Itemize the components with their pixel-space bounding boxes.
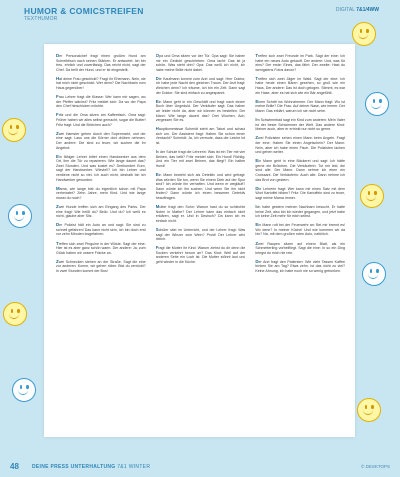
smiley-icon — [365, 92, 389, 116]
page-header — [24, 6, 379, 26]
smiley-icon — [2, 118, 26, 142]
joke-paragraph: Mutter fragt den Sohn: Warum hast du so schlechte Noten in Mathe? Der Lehrer kann das einfach nicht erklären, sagt er. Und in Deutsch? Da kann ich es einfach nicht. — [155, 204, 246, 223]
joke-paragraph: Zwei Polizisten sehen einen Mann beim Angeln. Fragt der eine: Haben Sie einen Angelschein? Der Mann: Nein, aber ich habe einen Fisch. Die Polizisten lachen und gehen weiter. — [255, 135, 346, 155]
joke-paragraph: Die Lehrerin fragt: Wer kann mir einen Satz mit dem Wort Kartoffel bilden? Fritz: Die Kartoffeln sind zu teuer, sagt meine Mama immer. — [255, 185, 346, 200]
joke-paragraph: Ein Mann bewirbt sich als Detektiv und wird gefragt: Was würden Sie tun, wenn Sie einem Dieb auf der Spur sind? Ich würde ihn verhaften. Und wenn er wegläuft? Dann würde ich ihn suchen. Und wenn Sie ihn nicht finden? Dann würde ich einen besseren Detektiv beauftragen. — [155, 171, 246, 200]
publication-title: DEINE PRESS UNTERHALTUNG — [32, 464, 116, 470]
joke-paragraph: Der Arzt fragt den Patienten: Wie viele Tassen Kaffee trinken Sie am Tag? Etwa zehn. Ist das nicht zu viel? Keine Ahnung, ich habe noch nie so wenig getrunken. — [255, 258, 346, 273]
joke-paragraph: Frau Lehrer fragt die Klasse: Wer kann mir sagen, wo der Pfeffer wächst? Fritz meldet sich: Da wo der Papa den Chef hinschicken möchte. — [56, 94, 146, 109]
joke-paragraph: Ein Mann ruft bei der Feuerwehr an: Bei mir brennt es! Wo denn? In meiner Küche! Und wie kommen wir da hin? Na, mit dem großen roten Auto, natürlich. — [255, 222, 346, 237]
smiley-icon — [352, 22, 376, 46]
joke-paragraph: Ich habe gestern meinen Nachbarn besucht. Er hatte keine Zeit, also bin ich wieder gegangen, und jetzt habe ich keine Zeit mehr für mich selbst. — [255, 203, 346, 219]
publication-name — [32, 464, 150, 470]
smiley-icon — [362, 262, 386, 286]
joke-paragraph: Schüler sitzt im Unterricht, und der Lehrer fragt: Was sagt der Winzer zum Wein? Prost! Der Lehrer wird bleich. — [155, 226, 246, 242]
page-footer — [10, 463, 390, 473]
joke-paragraph: Treffen sich zwei Freunde im Park. Sagt der eine: Ich habe ein neues Auto gekauft. Der andere: Und, was für eins? Der erste: Eines, das fährt. Der zweite: Hast du wenigstens Fotos davon? — [255, 54, 346, 72]
joke-paragraph: Zwei Raupen sitzen auf einem Blatt, als ein Schmetterling vorbeifliegt. Sagt die eine: In so ein Ding kriegst du mich nie rein. — [255, 240, 346, 255]
joke-paragraph: Treffen sich zwei Pinguine in der Wüste. Sagt der eine: Hier ist es aber ganz schön warm. Der andere: Ja, zum Glück haben wir unsere Fräcke an. — [56, 240, 146, 255]
text-column-1 — [56, 54, 146, 427]
smiley-icon — [8, 204, 32, 228]
joke-paragraph: Hauptkommissar Schmidt steht am Tatort und schaut sich um. Der Assistent fragt: Haben Sie schon einen Verdacht? Schmidt: Ja, ich vermute, dass die Leiche tot ist. — [155, 126, 246, 145]
joke-paragraph: Der Polizist hält ein Auto an und sagt: Sie sind zu schnell gefahren! Das kann nicht sein, ich bin doch erst vor zehn Minuten losgefahren. — [56, 222, 146, 237]
joke-paragraph: Fritz und die Oma sitzen am Kaffeetisch. Oma sagt: Früher haben wir alles selbst gemacht, sogar die Butter! Fritz fragt: Und die Brötchen auch? — [56, 112, 146, 127]
page-number: 48 — [10, 462, 19, 471]
section-subtitle: TEXTHUMOR — [24, 16, 58, 22]
joke-paragraph: Ein Mann geht in eine Bäckerei und sagt: Ich hätte gerne ein Brötchen. Die Verkäuferin: Tut mir leid, die sind alle. Der Mann: Dann nehme ich eben ein Croissant. Die Verkäuferin: Auch alle. Dann nehme ich das Brot von gestern. — [255, 158, 346, 182]
joke-paragraph: In der Schule fragt die Lehrerin: Was ist ein Tier mit vier Beinen, das bellt? Fritz meldet sich: Ein Hund! Richtig. Und ein Tier mit zwei Beinen, das fliegt? Ein halber Hund! — [155, 149, 246, 168]
smiley-icon — [357, 398, 381, 422]
joke-paragraph: Mama, wie lange bist du eigentlich schon mit Papa verheiratet? Zehn Jahre, mein Kind. Und wie lange musst du noch? — [56, 185, 146, 200]
joke-paragraph: Zwei Hunde treffen sich am Eingang des Parks. Der eine fragt: Wie heißt du? Bello. Und du? Ich weiß es nicht, glaube aber Sitz. — [56, 203, 146, 219]
joke-paragraph: Einen Schritt ins Wohnzimmer. Der Mann fragt: Wo ist meine Brille? Die Frau: Auf deiner Nase, wie immer. Der Mann: Das erklärt, warum ich sie nicht sehe. — [255, 98, 346, 113]
joke-paragraph: Im Schwimmbad sagt ein Kind zum anderen: Mein Vater ist der beste Schwimmer der Welt. Das andere Kind: Meiner auch, aber er ertrinkt nur nicht so gerne. — [255, 117, 346, 132]
joke-paragraph: Hat deine Frau geschickt? Fragt ihr Ehemann. Nein, sie hat mich nicht geschickt. Wer denn? Die Nachbarin vom Haus gegenüber! — [56, 75, 146, 91]
joke-paragraph: Ein fähiger Lehrer bittet einen Handwerker aus dem Ort, ihm die Tür zu reparieren. Wie lange dauert das? Zwei Stunden. Und was kostet es? Dreihundert Euro, sagt der Handwerker. Wieviel!? Ich bin Lehrer und verdiene nicht so viel. Ich auch nicht, deshalb bin ich Handwerker geworden. — [56, 153, 146, 182]
issue-label: 7&1 WINTER — [117, 464, 151, 470]
smiley-icon — [3, 302, 27, 326]
joke-paragraph: Fragt die Mutter ihr Kind: Warum ziehst du dir denn die Socken verkehrt herum an? Das Kind: Weil auf der anderen Seite ein Loch ist. Die Mutter stöhnt laut und geht wieder in die Küche. — [155, 245, 246, 264]
joke-paragraph: Ein Mann geht in ein Geschäft und fragt nach einem Buch über Ungeduld. Der Verkäufer sagt: Das haben wir leider nicht da, aber wir können es bestellen. Der Mann: Wie lange dauert das? Drei Wochen. Ach, vergessen Sie es. — [155, 98, 246, 123]
joke-paragraph: Zwei Hamster gehen durch den Supermarkt, und der eine sagt: Lass uns die Körner dort drüben nehmen. Der andere: Die sind zu teuer, wir suchen die im Angebot. — [56, 130, 146, 150]
smiley-icon — [12, 378, 36, 402]
joke-paragraph: Zwei Schnecken stehen an der Straße. Sagt die eine zur anderen: Komm, wir gehen rüber. Bist du verrückt? In zwei Stunden kommt der Bus! — [56, 258, 146, 273]
header-right-prefix: DIGITAL — [335, 7, 355, 13]
joke-paragraph: Opa und Oma sitzen vor der Tür. Opa sagt: Sie haben mir ein Gedicht geschrieben. Oma lacht: Das ist ja schön. Was steht drin? Opa: Das weiß ich nicht, ich habe meine Brille nicht dabei. — [155, 54, 246, 72]
image-credit: © DESKTOPS — [361, 464, 390, 469]
section-title: HUMOR & COMICSTREIFEN — [24, 6, 144, 16]
joke-paragraph: Treffen sich zwei Jäger im Wald. Sagt der eine: Ich habe heute einen Bären gesehen, so groß wie ein Haus. Der andere: Das ist doch gelogen. Stimmt, es war ein Hase, aber es hat sich wie ein Bär angefühlt. — [255, 75, 346, 95]
joke-paragraph: Der Personalchef fragt einen großen Hund am Schreibtisch nach seinen Stärken. Er antwortet: Ich bin treu, ehrlich und zuverlässig. Das reicht nicht, sagt der Chef. Da bellt der Hund, und er ist eingestellt. — [56, 54, 146, 72]
text-column-2 — [156, 54, 246, 427]
header-right-highlight: 7&1/4WW — [356, 7, 379, 13]
text-column-3 — [255, 54, 345, 427]
jokes-paper — [44, 44, 355, 437]
header-right-label — [336, 7, 379, 13]
smiley-icon — [360, 184, 384, 208]
joke-paragraph: Die Kaufmann kommt zum Arzt und sagt: Herr Doktor, ich habe jede Nacht den gleichen Traum. Der Arzt fragt: Welchen denn? Ich träume, ich bin ein Zelt. Dann sagt der Doktor: Sie sind einfach zu angespannt. — [155, 75, 246, 95]
